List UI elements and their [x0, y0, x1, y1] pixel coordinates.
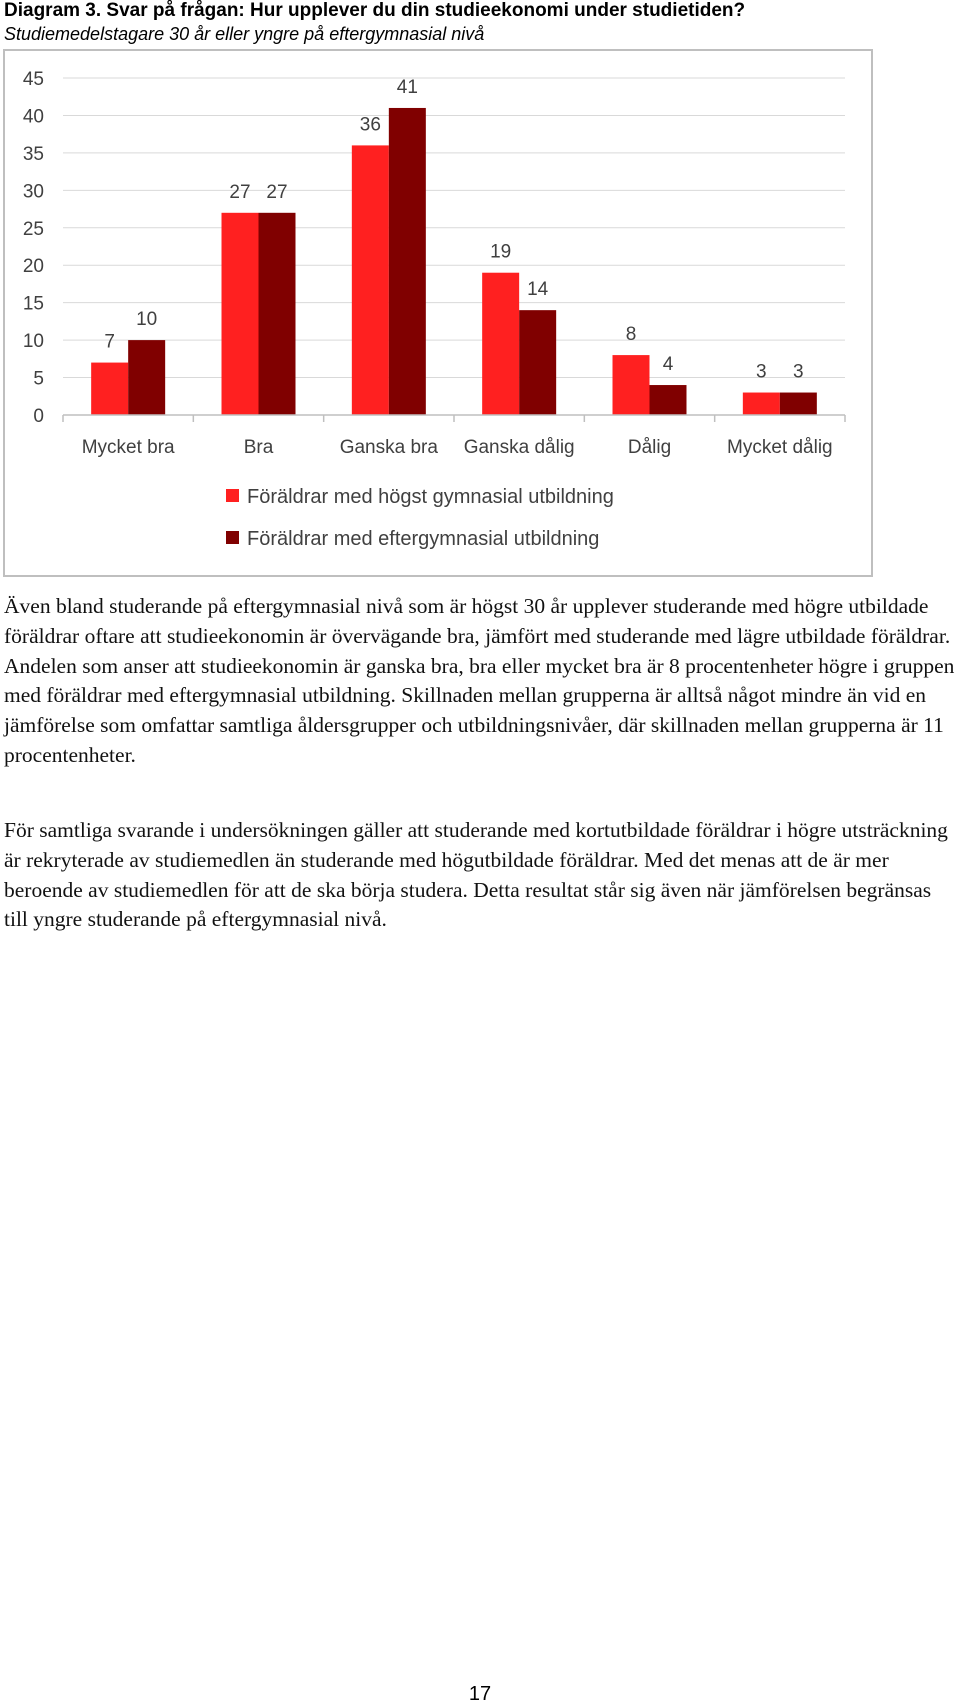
bar-series-2 [650, 385, 687, 415]
x-category-label: Mycket dålig [727, 437, 833, 458]
y-tick-label: 40 [22, 106, 44, 128]
y-tick-label: 25 [22, 218, 44, 240]
x-category-label: Ganska dålig [463, 437, 575, 458]
diagram-heading: Diagram 3. Svar på frågan: Hur upplever du din studieekonomi under studietiden? [4, 0, 746, 21]
bar-series-2 [389, 108, 426, 415]
bar-series-1 [482, 273, 519, 415]
data-label: 3 [756, 361, 767, 383]
data-label: 7 [104, 331, 115, 353]
bar-series-1 [91, 363, 128, 415]
bar-series-1 [222, 213, 259, 415]
data-label: 36 [359, 114, 381, 136]
data-label: 27 [266, 181, 288, 203]
body-paragraph: För samtliga svarande i undersökningen gäller att studerande med kortutbildade föräldrar i högre utsträckning är rekryterade av studiemedlen än studerande med högutbildade föräldrar. Med det menas att de är mer beroende av studiemedlen för att de ska börja studera. Detta resultat står sig även när jämförelsen begränsas till yngre studerande på eftergymnasial nivå. [4, 818, 948, 932]
page-number: 17 [468, 1683, 492, 1705]
y-tick-label: 30 [22, 181, 44, 203]
x-category-label: Mycket bra [81, 437, 175, 458]
x-category-label: Ganska bra [339, 437, 438, 458]
bar-chart [0, 48, 960, 580]
bar-series-2 [519, 310, 556, 415]
data-label: 4 [662, 354, 674, 376]
bar-series-1 [352, 145, 389, 415]
y-tick-label: 20 [22, 256, 44, 278]
y-tick-label: 45 [22, 69, 44, 90]
bar-series-1 [613, 355, 650, 415]
data-label: 19 [490, 241, 512, 263]
x-category-label: Dålig [627, 437, 672, 458]
bar-series-2 [128, 340, 165, 415]
y-tick-label: 10 [22, 331, 44, 353]
data-label: 14 [527, 279, 549, 301]
bar-series-2 [259, 213, 296, 415]
y-tick-label: 0 [33, 406, 44, 427]
data-label: 3 [793, 361, 804, 383]
legend-swatch-series-1 [226, 489, 239, 502]
data-label: 10 [136, 309, 158, 331]
y-tick-label: 15 [22, 293, 44, 315]
bar-series-2 [780, 393, 817, 415]
bar-series-1 [743, 393, 780, 415]
legend-label-series-2: Föräldrar med eftergymnasial utbildning [247, 528, 600, 550]
body-paragraph: Även bland studerande på eftergymnasial nivå som är högst 30 år upplever studerande med högre utbildade föräldrar oftare att studieekonomin är övervägande bra, jämfört med studerande med lägre utbildade föräldrar. Andelen som anser att studieekonomin är ganska bra, bra eller mycket bra är 8 procentenheter högre i gruppen med föräldrar med eftergymnasial utbildning. Skillnaden mellan grupperna är alltså något mindre än vid en jämförelse som omfattar samtliga åldersgrupper och utbildningsnivåer, där skillnaden mellan grupperna är 11 procentenheter. [4, 594, 955, 767]
legend-label-series-1: Föräldrar med högst gymnasial utbildning [247, 486, 614, 508]
data-label: 8 [625, 324, 637, 346]
y-tick-label: 35 [22, 143, 44, 165]
diagram-subheading: Studiemedelstagare 30 år eller yngre på eftergymnasial nivå [4, 24, 485, 44]
data-label: 41 [396, 76, 418, 98]
x-category-label: Bra [243, 437, 274, 458]
y-tick-label: 5 [33, 368, 44, 390]
data-label: 27 [229, 181, 251, 203]
legend-swatch-series-2 [226, 531, 239, 544]
